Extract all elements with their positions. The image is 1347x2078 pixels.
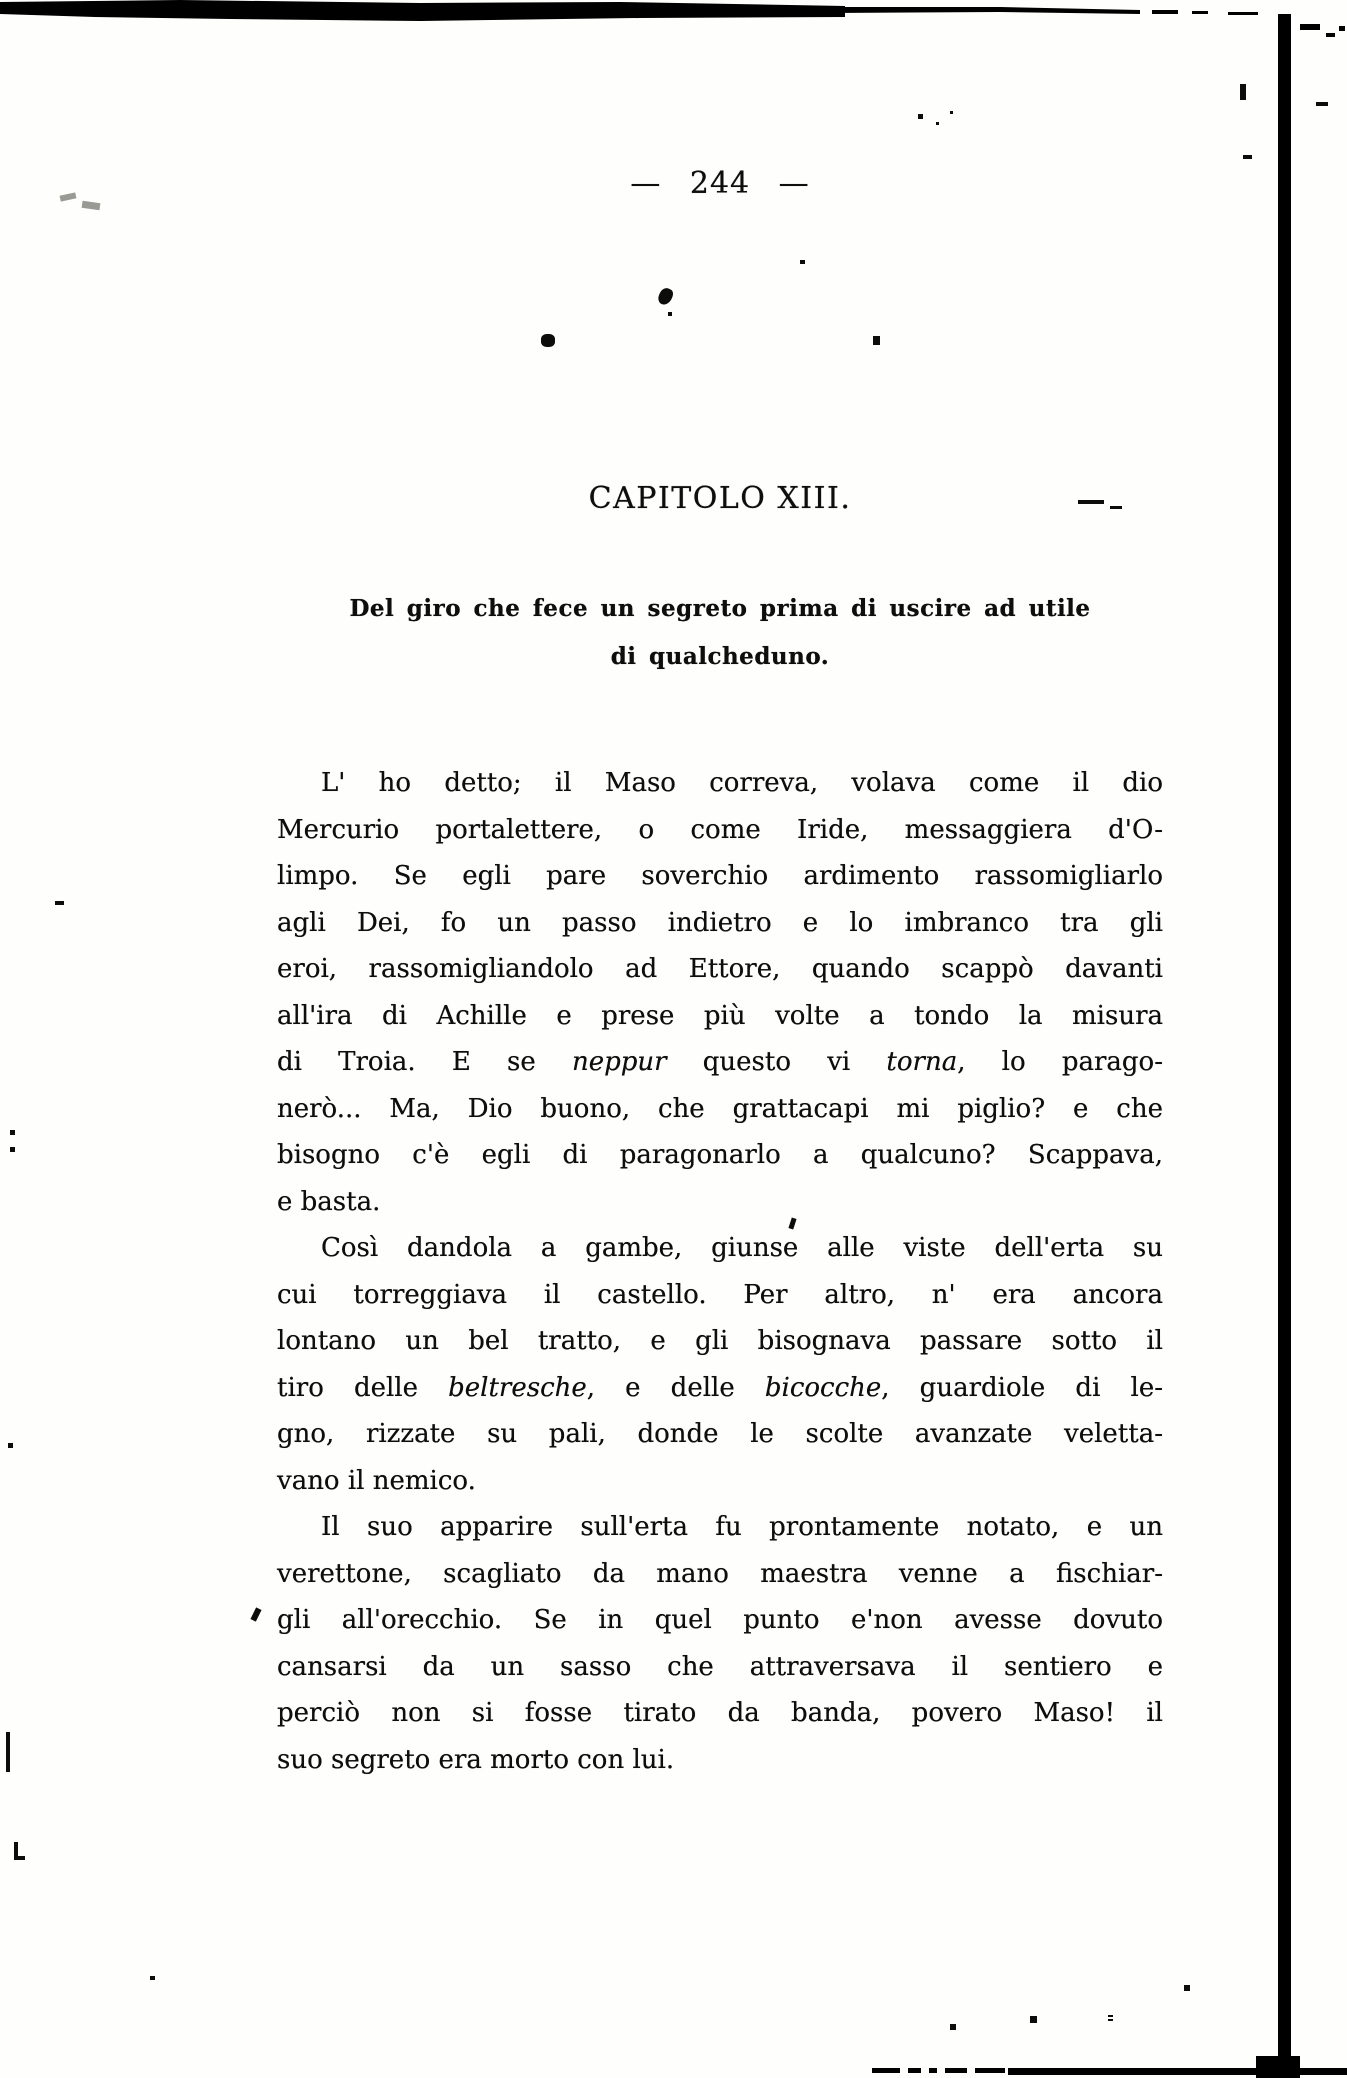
body-text-span: all'ira di Achille e prese più volte a tondo la misura <box>277 1000 1163 1031</box>
body-text-line <box>277 760 1163 807</box>
body-text-span: Il suo apparire sull'erta fu prontamente notato, e un <box>321 1512 1163 1542</box>
body-text-span: gno, rizzate su pali, donde le scolte avanzate veletta- <box>277 1419 1163 1449</box>
scan-edge-top <box>0 0 1347 40</box>
scan-edge-bottom-line <box>1008 2068 1347 2075</box>
scan-speck <box>1243 155 1252 159</box>
body-text-span: e basta. <box>277 1186 381 1217</box>
body-text-span: perciò non si fosse tirato da banda, povero Maso! il <box>277 1698 1163 1728</box>
body-text-line <box>277 1086 1163 1133</box>
body-text-line <box>277 1039 1163 1086</box>
page-number: — 244 — <box>630 166 810 201</box>
scan-speck <box>950 2024 956 2030</box>
body-text-span: questo vi <box>666 1047 887 1077</box>
body-text-line <box>277 853 1163 900</box>
body-text-line <box>277 1458 1163 1505</box>
scan-speck <box>10 1130 15 1135</box>
body-text-italic: neppur <box>571 1047 667 1077</box>
body-text-line <box>277 1644 1163 1691</box>
body-text-span: di Troia. E se <box>277 1047 572 1077</box>
body-text-line <box>277 1365 1163 1412</box>
body-text-line <box>277 1225 1163 1272</box>
chapter-subtitle-line2: di qualcheduno. <box>610 643 830 670</box>
body-text-italic: bicocche <box>764 1372 882 1403</box>
body-text-line <box>277 807 1163 854</box>
body-text-italic: beltresche <box>448 1372 587 1403</box>
body-text-line <box>277 1272 1163 1319</box>
body-text-span: lontano un bel tratto, e gli bisognava passare sotto il <box>277 1326 1163 1356</box>
body-text-span: cui torreggiava il castello. Per altro, n' era ancora <box>277 1279 1163 1310</box>
body-text-span: agli Dei, fo un passo indietro e lo imbranco tra gli <box>277 907 1163 938</box>
body-text-span: cansarsi da un sasso che attraversava il sentiero e <box>277 1651 1163 1682</box>
body-text-span: vano il nemico. <box>277 1465 476 1496</box>
body-text-span: Mercurio portalettere, o come Iride, messaggiera d'O- <box>277 814 1163 845</box>
scan-speck <box>936 122 939 125</box>
scan-edge-bottom-dash <box>975 2068 1005 2073</box>
body-text-line <box>277 1690 1163 1737</box>
body-text-span: , e delle <box>586 1372 765 1403</box>
scan-speck <box>150 1976 155 1980</box>
body-text-line <box>277 1411 1163 1458</box>
body-text-italic: torna <box>886 1047 958 1077</box>
scan-speck <box>873 336 880 345</box>
body-text-span: nerò... Ma, Dio buono, che grattacapi mi piglio? e che <box>277 1093 1163 1124</box>
body-text-line <box>277 1737 1163 1784</box>
scan-speck <box>1030 2016 1037 2023</box>
chapter-subtitle <box>277 585 1163 681</box>
scan-speck <box>1108 2019 1113 2021</box>
body-text-line <box>277 1132 1163 1179</box>
body-text <box>277 760 1163 1783</box>
scan-speck <box>668 312 672 316</box>
scan-speck <box>60 192 77 201</box>
chapter-title: CAPITOLO XIII. <box>588 481 852 516</box>
scan-speck <box>14 1856 25 1860</box>
scan-speck <box>250 1607 261 1621</box>
body-text-line <box>277 1597 1163 1644</box>
body-text-span: Così dandola a gambe, giunse alle viste dell'erta su <box>321 1233 1163 1263</box>
body-text-span: eroi, rassomigliandolo ad Ettore, quando scappò davanti <box>277 954 1163 984</box>
scan-speck <box>8 1443 13 1448</box>
body-text-span: bisogno c'è egli di paragonarlo a qualcuno? Scappava, <box>277 1140 1163 1170</box>
scan-speck <box>10 1147 15 1152</box>
body-text-line <box>277 1504 1163 1551</box>
body-text-span: suo segreto era morto con lui. <box>277 1744 675 1775</box>
body-text-line <box>277 1318 1163 1365</box>
scan-speck <box>1108 2015 1113 2017</box>
scan-speck <box>541 334 555 347</box>
scan-speck <box>1240 84 1246 100</box>
body-text-span: , lo parago- <box>957 1047 1163 1077</box>
scan-edge-right-rule <box>1278 14 1291 2078</box>
scan-edge-bottom-dash <box>945 2068 967 2073</box>
scan-speck <box>656 286 675 307</box>
body-text-span: gli all'orecchio. Se in quel punto e'non avesse dovuto <box>277 1605 1163 1635</box>
body-text-line <box>277 1551 1163 1598</box>
body-text-line <box>277 993 1163 1040</box>
body-text-line <box>277 1179 1163 1226</box>
scan-speck <box>6 1732 10 1772</box>
scan-speck <box>950 111 953 114</box>
body-text-span: L' ho detto; il Maso correva, volava come il dio <box>321 768 1163 798</box>
scan-speck <box>55 901 64 905</box>
scan-speck <box>82 201 101 210</box>
body-text-span: verettone, scagliato da mano maestra venne a fischiar- <box>277 1558 1163 1589</box>
body-text-span: , guardiole di le- <box>881 1372 1163 1403</box>
scan-edge-bottom-dash <box>872 2068 900 2073</box>
body-text-line <box>277 946 1163 993</box>
scan-speck <box>918 114 923 119</box>
body-text-span: tiro delle <box>277 1372 449 1403</box>
scan-speck <box>800 260 805 264</box>
chapter-subtitle-line1: Del giro che fece un segreto prima di uscire ad utile <box>349 595 1091 622</box>
scan-speck <box>1184 1985 1190 1991</box>
scan-edge-bottom-dash <box>929 2068 937 2073</box>
body-text-line <box>277 900 1163 947</box>
body-text-span: limpo. Se egli pare soverchio ardimento rassomigliarlo <box>277 861 1163 891</box>
scan-edge-bottom-dash <box>908 2068 921 2073</box>
scan-speck <box>1316 102 1328 106</box>
